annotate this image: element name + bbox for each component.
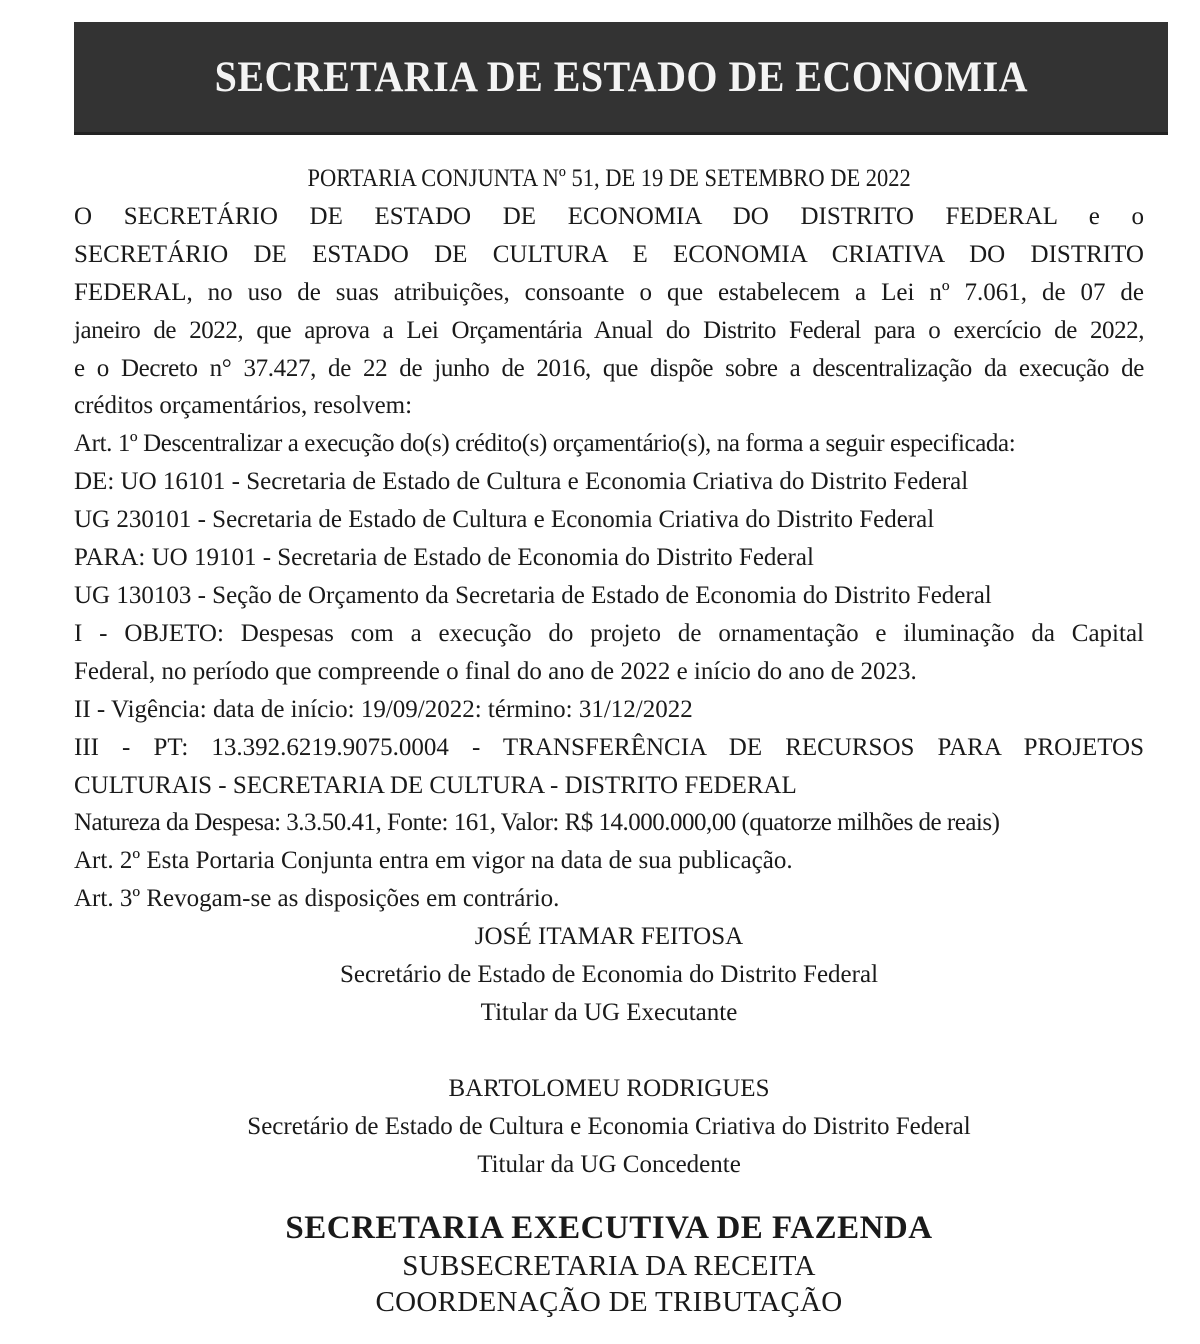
- preamble-line: créditos orçamentários, resolvem:: [74, 392, 413, 420]
- signatory-role: Secretário de Estado de Cultura e Economia Criativa do Distrito Federal: [247, 1112, 971, 1140]
- program-line: CULTURAIS - SECRETARIA DE CULTURA - DISTRITO FEDERAL: [74, 771, 797, 799]
- section-header-banner: [74, 22, 1168, 135]
- signature-block: [74, 1070, 1144, 1184]
- source-ug: UG 230101 - Secretaria de Estado de Cultura e Economia Criativa do Distrito Federal: [74, 506, 935, 534]
- natureza-despesa: Natureza da Despesa: 3.3.50.41, Fonte: 161, Valor: R$ 14.000.000,00 (quatorze milhões de reais): [74, 809, 1000, 837]
- portaria-body: [74, 160, 1144, 1184]
- source-uo: DE: UO 16101 - Secretaria de Estado de Cultura e Economia Criativa do Distrito Federal: [74, 468, 969, 496]
- signatory-title: Titular da UG Executante: [480, 998, 738, 1026]
- next-section-title: SECRETARIA EXECUTIVA DE FAZENDA: [285, 1210, 933, 1246]
- spacer: [74, 1032, 1144, 1070]
- signature-block: [74, 918, 1144, 1032]
- objeto-line: I - OBJETO: Despesas com a execução do projeto de ornamentação e iluminação da Capital: [74, 619, 1144, 647]
- article-3: Art. 3º Revogam-se as disposições em contrário.: [74, 885, 560, 913]
- objeto-line: Federal, no período que compreende o final do ano de 2022 e início do ano de 2023.: [74, 657, 917, 685]
- next-section-subtitle: SUBSECRETARIA DA RECEITA: [402, 1250, 816, 1282]
- section-header-title: SECRETARIA DE ESTADO DE ECONOMIA: [214, 53, 1028, 101]
- signatory-title: Titular da UG Concedente: [477, 1150, 741, 1178]
- signatory-name: JOSÉ ITAMAR FEITOSA: [474, 923, 744, 951]
- signatory-role: Secretário de Estado de Economia do Distrito Federal: [339, 961, 879, 989]
- portaria-title: [74, 160, 1144, 198]
- vigencia: II - Vigência: data de início: 19/09/2022: término: 31/12/2022: [74, 695, 693, 723]
- article-1: Art. 1º Descentralizar a execução do(s) crédito(s) orçamentário(s), na forma a seguir especificada:: [74, 430, 1016, 458]
- next-section-subtitle: COORDENAÇÃO DE TRIBUTAÇÃO: [375, 1286, 843, 1318]
- next-section-header: [74, 1208, 1144, 1320]
- signatory-name: BARTOLOMEU RODRIGUES: [448, 1074, 770, 1102]
- destination-ug: UG 130103 - Seção de Orçamento da Secretaria de Estado de Economia do Distrito Federal: [74, 581, 992, 609]
- portaria-title-text: PORTARIA CONJUNTA Nº 51, DE 19 DE SETEMBRO DE 2022: [307, 165, 911, 192]
- article-2: Art. 2º Esta Portaria Conjunta entra em vigor na data de sua publicação.: [74, 847, 793, 875]
- preamble-line: e o Decreto n° 37.427, de 22 de junho de 2016, que dispõe sobre a descentralização da execução de: [74, 354, 1144, 382]
- preamble-line: SECRETÁRIO DE ESTADO DE CULTURA E ECONOMIA CRIATIVA DO DISTRITO: [74, 240, 1144, 268]
- preamble-line: janeiro de 2022, que aprova a Lei Orçamentária Anual do Distrito Federal para o exercício de 2022,: [74, 316, 1144, 344]
- preamble-line: O SECRETÁRIO DE ESTADO DE ECONOMIA DO DISTRITO FEDERAL e o: [74, 202, 1144, 230]
- program-line: III - PT: 13.392.6219.9075.0004 - TRANSFERÊNCIA DE RECURSOS PARA PROJETOS: [74, 733, 1144, 761]
- preamble-line: FEDERAL, no uso de suas atribuições, consoante o que estabelecem a Lei nº 7.061, de 07 de: [74, 278, 1144, 306]
- destination-uo: PARA: UO 19101 - Secretaria de Estado de Economia do Distrito Federal: [74, 544, 814, 572]
